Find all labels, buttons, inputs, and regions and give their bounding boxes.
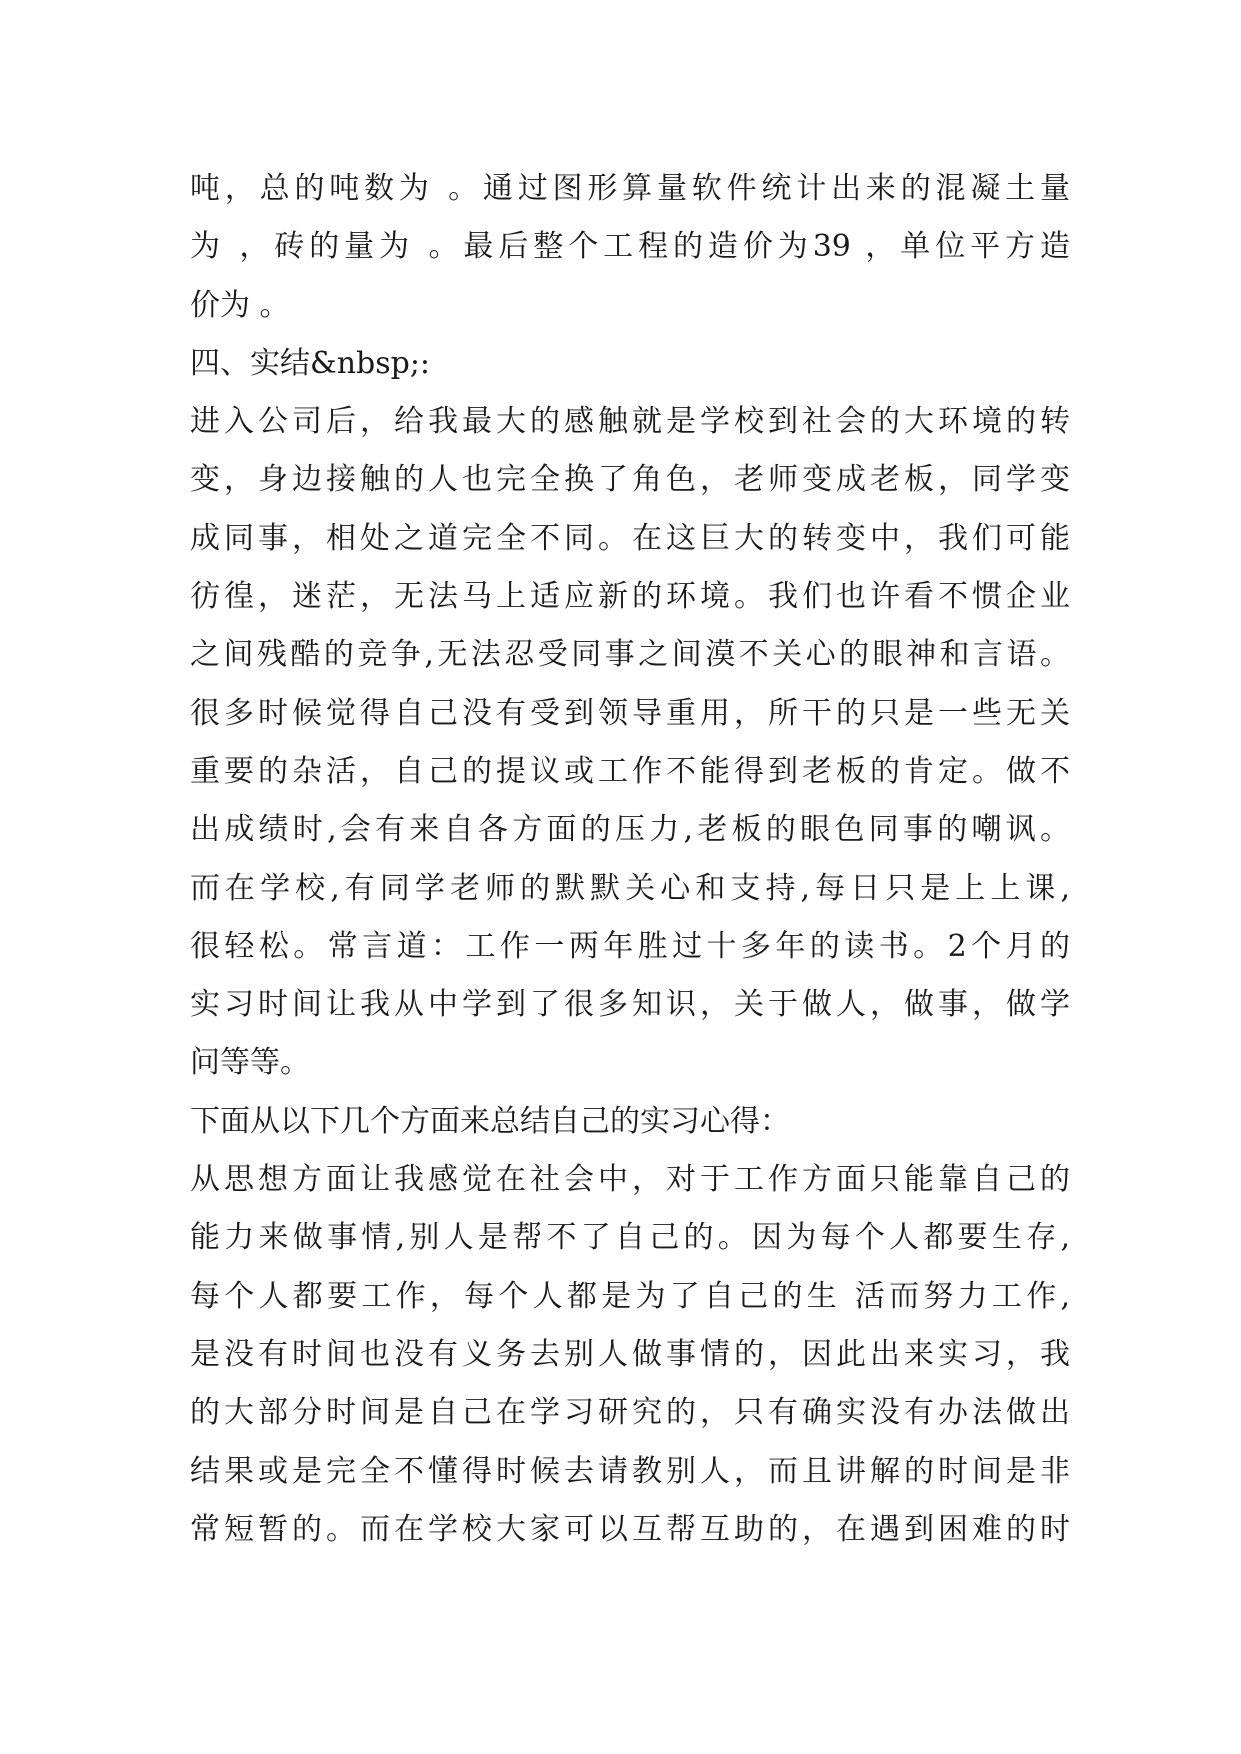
text-line: 为 ，砖的量为 。最后整个工程的造价为39 ，单位平方造 (190, 229, 1070, 265)
text-line: 进入公司后，给我最大的感触就是学校到社会的大环境的转 (190, 404, 1070, 440)
text-line: 每个人都要工作，每个人都是为了自己的生 活而努力工作, (190, 1278, 1070, 1314)
text-line: 彷徨，迷茫，无法马上适应新的环境。我们也许看不惯企业 (190, 579, 1070, 615)
text-line: 常短暂的。而在学校大家可以互帮互助的，在遇到困难的时 (190, 1511, 1070, 1547)
text-line: 很多时候觉得自己没有受到领导重用，所干的只是一些无关 (190, 695, 1070, 731)
text-line: 而在学校,有同学老师的默默关心和支持,每日只是上上课, (190, 870, 1070, 906)
text-line: 问等等。 (190, 1045, 310, 1081)
text-line: 实习时间让我从中学到了很多知识，关于做人，做事，做学 (190, 987, 1070, 1023)
text-line: 重要的杂活，自己的提议或工作不能得到老板的肯定。做不 (190, 753, 1070, 789)
text-line: 出成绩时,会有来自各方面的压力,老板的眼色同事的嘲讽。 (190, 812, 1070, 848)
text-line: 的大部分时间是自己在学习研究的，只有确实没有办法做出 (190, 1395, 1070, 1431)
text-line: 是没有时间也没有义务去别人做事情的，因此出来实习，我 (190, 1336, 1070, 1372)
text-line: 变，身边接触的人也完全换了角色，老师变成老板，同学变 (190, 462, 1070, 498)
text-line: 很轻松。常言道：工作一两年胜过十多年的读书。2个月的 (190, 928, 1070, 964)
text-line: 之间残酷的竞争,无法忍受同事之间漠不关心的眼神和言语。 (190, 637, 1070, 673)
text-line: 从思想方面让我感觉在社会中，对于工作方面只能靠自己的 (190, 1162, 1070, 1198)
text-line: 吨，总的吨数为 。通过图形算量软件统计出来的混凝土量 (190, 171, 1070, 206)
text-line: 成同事，相处之道完全不同。在这巨大的转变中，我们可能 (190, 520, 1070, 556)
text-line: 价为 。 (190, 287, 290, 323)
text-line: 下面从以下几个方面来总结自己的实习心得： (190, 1103, 790, 1139)
text-line: 能力来做事情,别人是帮不了自己的。因为每个人都要生存, (190, 1220, 1070, 1256)
text-line: 结果或是完全不懂得时候去请教别人，而且讲解的时间是非 (190, 1453, 1070, 1489)
body-text (190, 160, 1070, 1559)
text-line: 四、实结&nbsp;: (190, 345, 431, 381)
